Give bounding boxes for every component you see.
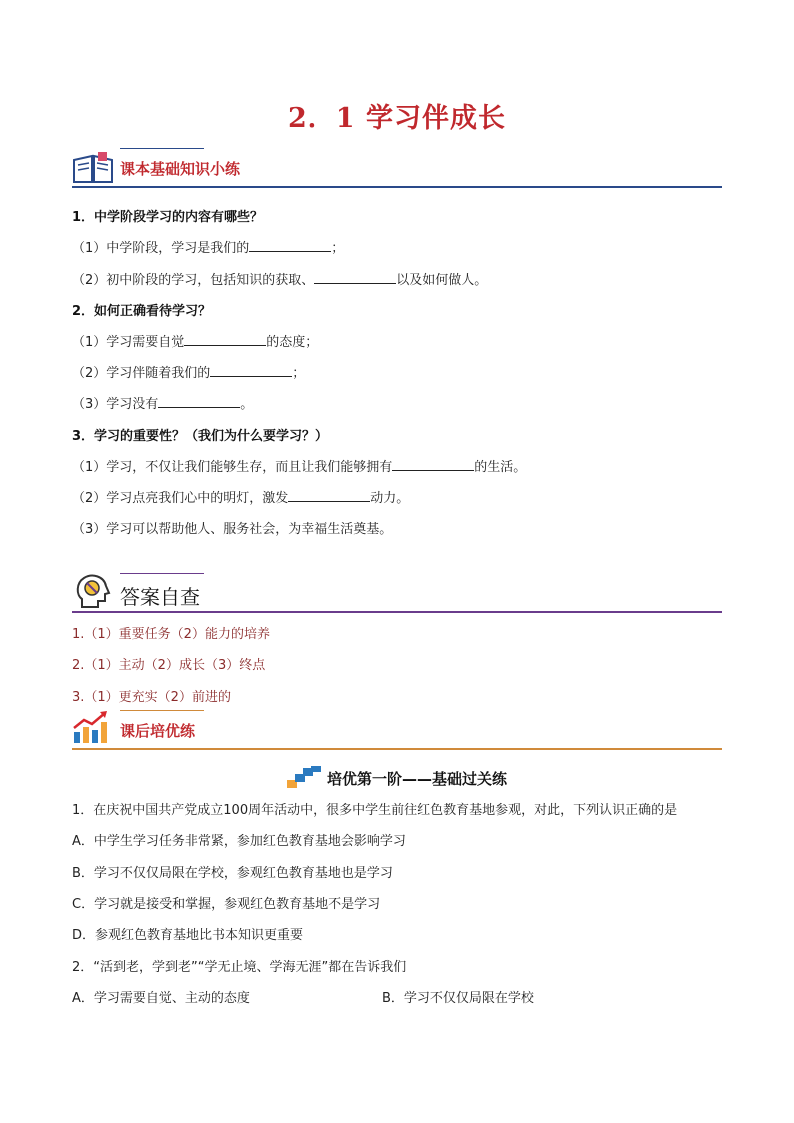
question-2-stem: 2．如何正确看待学习？ — [72, 304, 212, 319]
fill-blank[interactable] — [249, 239, 331, 252]
practice-question-2-stem: 2．“活到老，学到老”“学无止境、学海无涯”都在告诉我们 — [72, 960, 407, 975]
section-header-basic — [72, 148, 722, 188]
growth-chart-icon — [72, 710, 110, 744]
section-header-answers — [72, 573, 722, 613]
fill-blank[interactable] — [184, 333, 266, 346]
book-icon — [72, 152, 114, 184]
section-label-answers: 答案自查 — [120, 585, 200, 609]
fill-blank[interactable] — [210, 364, 292, 377]
fill-blank[interactable] — [392, 458, 474, 471]
practice-question-1-option-b[interactable]: B．学习不仅仅局限在学校，参观红色教育基地也是学习 — [72, 866, 393, 881]
practice-question-1-stem: 1．在庆祝中国共产党成立100周年活动中，很多中学生前往红色教育基地参观，对此，下列认识正确的是 — [72, 803, 678, 818]
question-1-item-1: （1）中学阶段，学习是我们的 ； — [72, 241, 345, 256]
question-3-item-1: （1）学习，不仅让我们能够生存，而且让我们能够拥有 的生活。 — [72, 460, 527, 475]
answer-1: 1.（1）重要任务（2）能力的培养 — [72, 627, 270, 642]
question-2-item-3: （3）学习没有 。 — [72, 397, 254, 412]
section-label-basic: 课本基础知识小练 — [120, 160, 241, 178]
page-title: 2．1 学习伴成长 — [288, 103, 506, 134]
question-3-item-3: （3）学习可以帮助他人、服务社会，为幸福生活奠基。 — [72, 522, 393, 537]
question-2-item-1: （1）学习需要自觉 的态度； — [72, 335, 319, 350]
practice-question-1-option-a[interactable]: A．中学生学习任务非常紧，参加红色教育基地会影响学习 — [72, 834, 406, 849]
question-1-item-2: （2）初中阶段的学习，包括知识的获取、 以及如何做人。 — [72, 273, 488, 288]
fill-blank[interactable] — [288, 489, 370, 502]
head-idea-icon — [72, 573, 112, 609]
question-1-stem: 1．中学阶段学习的内容有哪些？ — [72, 210, 264, 225]
fill-blank[interactable] — [314, 271, 396, 284]
section-label-practice: 课后培优练 — [120, 722, 196, 740]
question-3-stem: 3．学习的重要性？（我们为什么要学习？） — [72, 429, 329, 444]
answer-3: 3.（1）更充实（2）前进的 — [72, 690, 231, 705]
practice-question-1-option-c[interactable]: C．学习就是接受和掌握，参观红色教育基地不是学习 — [72, 897, 381, 912]
steps-icon — [287, 766, 321, 788]
answer-2: 2.（1）主动（2）成长（3）终点 — [72, 658, 266, 673]
fill-blank[interactable] — [158, 395, 240, 408]
question-2-item-2: （2）学习伴随着我们的 ； — [72, 366, 306, 381]
section-header-practice — [72, 710, 722, 750]
question-3-item-2: （2）学习点亮我们心中的明灯，激发 动力。 — [72, 491, 410, 506]
practice-question-2-option-b[interactable]: B．学习不仅仅局限在学校 — [382, 991, 534, 1006]
subsection-title: 培优第一阶——基础过关练 — [0, 766, 794, 789]
practice-question-1-option-d[interactable]: D．参观红色教育基地比书本知识更重要 — [72, 928, 304, 943]
practice-question-2-option-a[interactable]: A．学习需要自觉、主动的态度 — [72, 991, 250, 1006]
